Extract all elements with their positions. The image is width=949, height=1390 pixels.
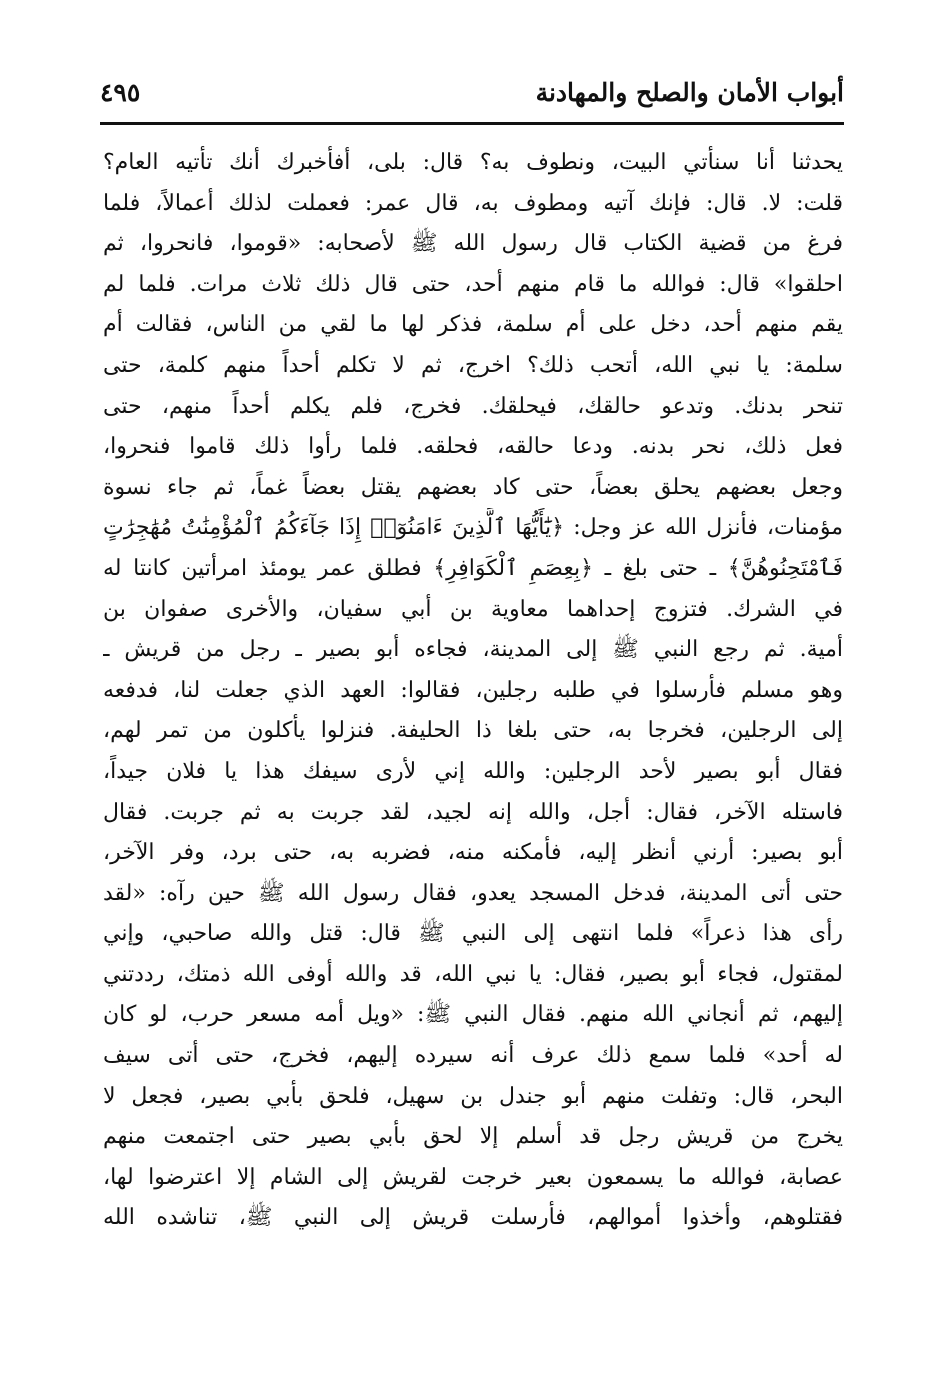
text-line: أمية. ثم رجع النبي ﷺ إلى المدينة، فجاءه أبو بصير ـ رجل من قريش ـ [103, 637, 843, 663]
text-line: وهو مسلم فأرسلوا في طلبه رجلين، فقالوا: العهد الذي جعلت لنا، فدفعه [103, 677, 843, 703]
text-line: فرغ من قضية الكتاب قال رسول الله ﷺ لأصحابه: «قوموا، فانحروا، ثم [103, 231, 843, 257]
text-line: قلت: لا. قال: فإنك آتيه ومطوف به، قال عمر: فعملت لذلك أعمالاً، فلما [103, 190, 843, 216]
text-line: فقتلوهم، وأخذوا أموالهم، فأرسلت قريش إلى النبي ﷺ، تناشده الله [103, 1205, 843, 1231]
quran-verse-line: فَٱمْتَحِنُوهُنَّ﴾ ـ حتى بلغ ـ ﴿بِعِصَمِ ٱلْكَوَافِرِ﴾ فطلق عمر يومئذ امرأتين كانتا له [103, 555, 843, 581]
text-line: فعل ذلك، نحر بدنه. ودعا حالقه، فحلقه. فلما رأوا ذلك قاموا فنحروا، [103, 434, 843, 460]
text-line: سلمة: يا نبي الله، أتحب ذلك؟ اخرج، ثم لا تكلم أحداً منهم كلمة، حتى [103, 352, 843, 378]
running-header [100, 70, 844, 122]
text-line: إليهم، ثم أنجاني الله منهم. فقال النبي ﷺ: «ويل أمه مسعر حرب، لو كان [103, 1002, 843, 1028]
text-line: لمقتول، فجاء أبو بصير، فقال: يا نبي الله، قد والله أوفى الله ذمتك، رددتني [103, 961, 843, 987]
text-line: رأى هذا ذعراً» فلما انتهى إلى النبي ﷺ قال: قتل والله صاحبي، وإني [103, 921, 843, 947]
text-line: وجعل بعضهم يحلق بعضاً، حتى كاد بعضهم يقتل بعضاً غماً، ثم جاء نسوة [103, 474, 843, 500]
text-line: إلى الرجلين، فخرجا به، حتى بلغا ذا الحليفة. فنزلوا يأكلون من تمر لهم، [103, 718, 843, 744]
text-line: أبو بصير: أرني أنظر إليه، فأمكنه منه، فضربه به، حتى برد، وفر الآخر، [103, 840, 843, 866]
text-line: في الشرك. فتزوج إحداهما معاوية بن أبي سفيان، والأخرى صفوان بن [103, 596, 843, 622]
body-text [103, 143, 843, 1239]
quran-verse-line: مؤمنات، فأنزل الله عز وجل: ﴿يَٰٓأَيُّهَا ٱلَّذِينَ ءَامَنُوٓا۟ إِذَا جَآءَكُمُ ٱلْمُؤْمِنَٰتُ مُهَٰجِرَٰتٍ [103, 515, 843, 541]
header-divider [100, 122, 844, 125]
chapter-title: أبواب الأمان والصلح والمهادنة [535, 78, 844, 107]
text-line: يقم منهم أحد، دخل على أم سلمة، فذكر لها ما لقي من الناس، فقالت أم [103, 312, 843, 338]
text-line: حتى أتى المدينة، فدخل المسجد يعدو، فقال رسول الله ﷺ حين رآه: «لقد [103, 880, 843, 906]
text-line: احلقوا» قال: فوالله ما قام منهم أحد، حتى قال ذلك ثلاث مرات. فلما لم [103, 271, 843, 297]
page-number: ٤٩٥ [100, 78, 141, 107]
text-line: فاستله الآخر، فقال: أجل، والله إنه لجيد، لقد جربت به ثم جربت. فقال [103, 799, 843, 825]
text-line: فقال أبو بصير لأحد الرجلين: والله إني لأرى سيفك هذا يا فلان جيداً، [103, 758, 843, 784]
text-line: البحر، قال: وتفلت منهم أبو جندل بن سهيل، فلحق بأبي بصير، فجعل لا [103, 1083, 843, 1109]
text-line: له أحد» فلما سمع ذلك عرف أنه سيرده إليهم، فخرج، حتى أتى سيف [103, 1043, 843, 1069]
text-line: تنحر بدنك. وتدعو حالقك، فيحلقك. فخرج، فلم يكلم أحداً منهم، حتى [103, 393, 843, 419]
text-line: يخرج من قريش رجل قد أسلم إلا لحق بأبي بصير حتى اجتمعت منهم [103, 1124, 843, 1150]
text-line: يحدثنا أنا سنأتي البيت، ونطوف به؟ قال: بلى، أفأخبرك أنك تأتيه العام؟ [103, 150, 843, 175]
text-line: عصابة، فوالله ما يسمعون بعير خرجت لقريش إلى الشام إلا اعترضوا لها، [103, 1164, 843, 1190]
